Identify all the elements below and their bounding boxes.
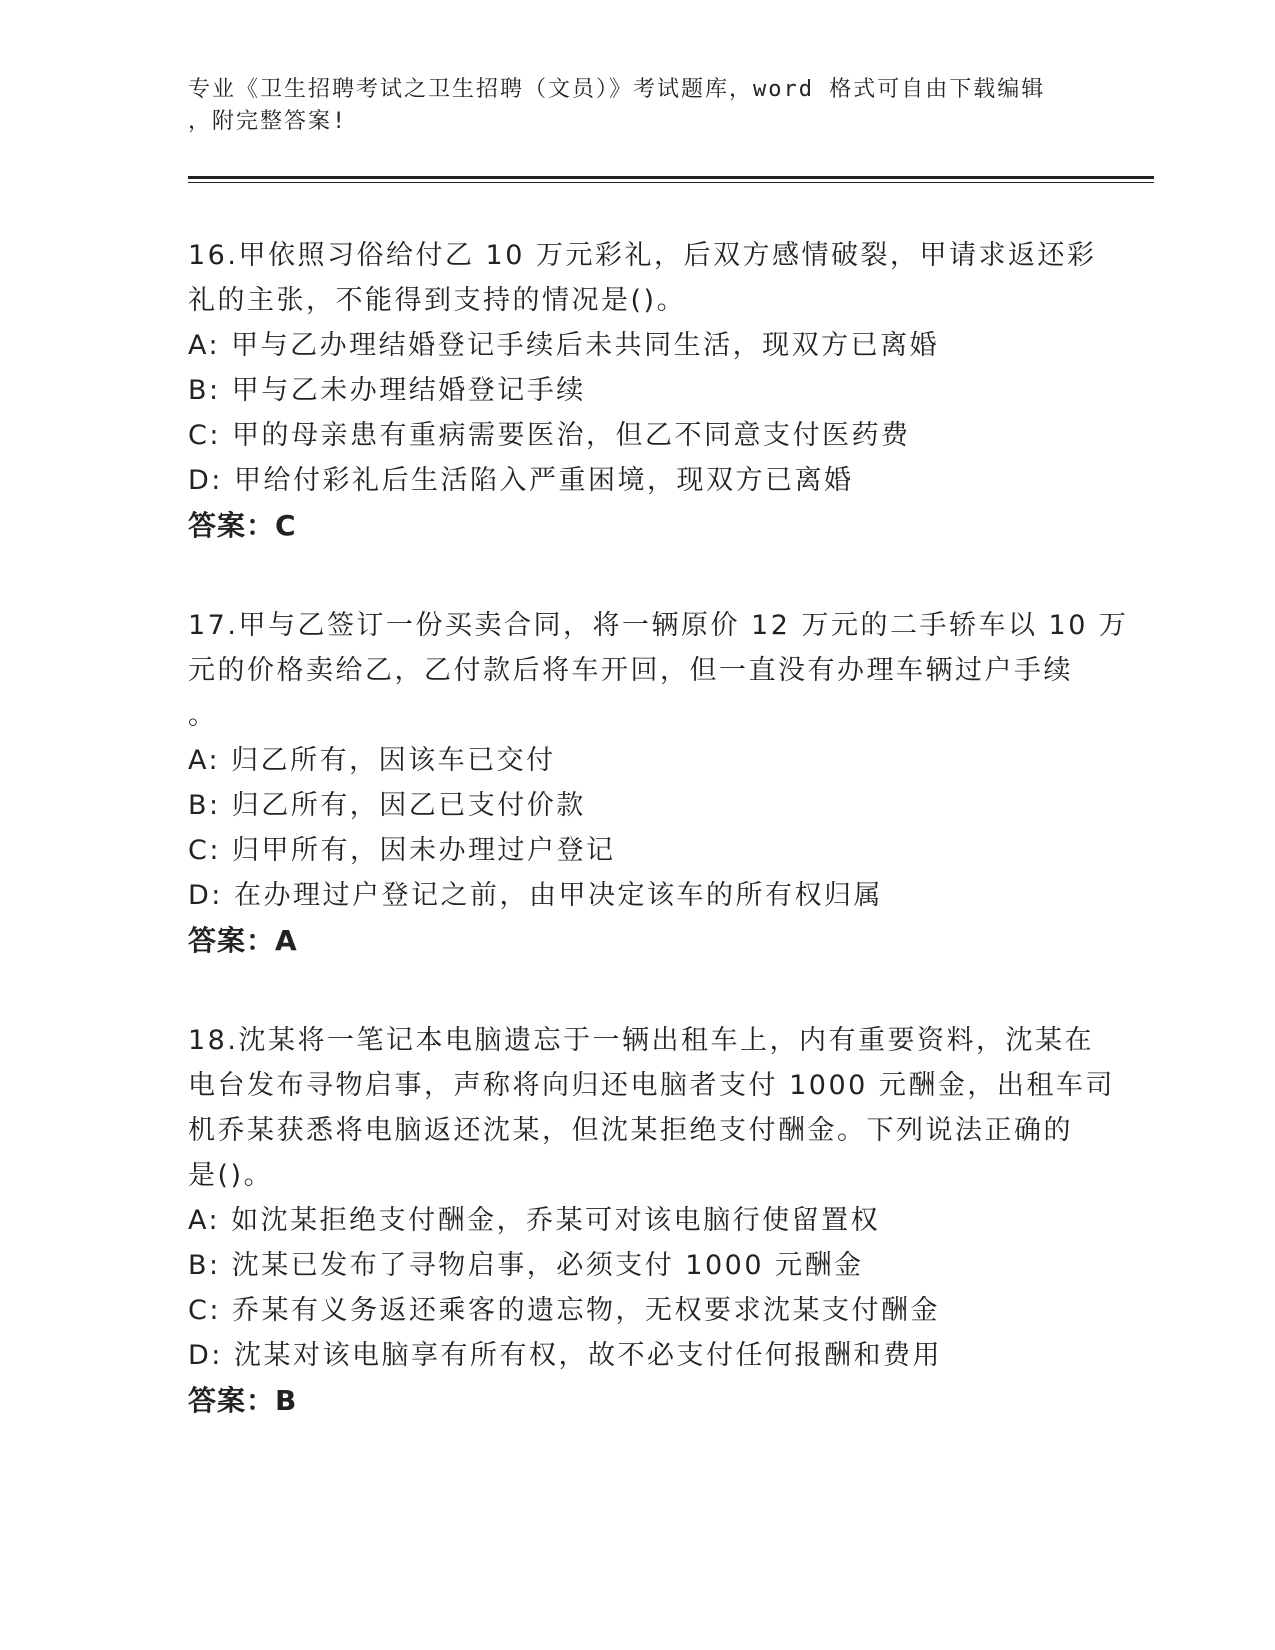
question-18 <box>188 1018 1115 1424</box>
question-text-line: 16.甲依照习俗给付乙 10 万元彩礼，后双方感情破裂，甲请求返还彩 <box>188 240 1097 271</box>
answer: 答案：C <box>188 509 297 542</box>
document-header <box>188 74 1068 138</box>
question-16 <box>188 233 1097 549</box>
option-a: A: 如沈某拒绝支付酬金，乔某可对该电脑行使留置权 <box>188 1205 881 1236</box>
header-line-1: 专业《卫生招聘考试之卫生招聘（文员）》考试题库，word 格式可自由下载编辑 <box>188 77 1046 102</box>
question-text-line: 18.沈某将一笔记本电脑遗忘于一辆出租车上，内有重要资料，沈某在 <box>188 1025 1094 1056</box>
header-divider-thick <box>188 176 1154 179</box>
option-a: A: 甲与乙办理结婚登记手续后未共同生活，现双方已离婚 <box>188 330 940 361</box>
answer: 答案：B <box>188 1384 298 1417</box>
option-c: C: 甲的母亲患有重病需要医治，但乙不同意支付医药费 <box>188 420 911 451</box>
option-b: B: 归乙所有，因乙已支付价款 <box>188 790 586 821</box>
question-text-line: 17.甲与乙签订一份买卖合同，将一辆原价 12 万元的二手轿车以 10 万 <box>188 610 1129 641</box>
question-17 <box>188 603 1129 964</box>
answer: 答案：A <box>188 924 298 957</box>
option-c: C: 乔某有义务返还乘客的遗忘物，无权要求沈某支付酬金 <box>188 1295 941 1326</box>
option-a: A: 归乙所有，因该车已交付 <box>188 745 556 776</box>
option-d: D: 沈某对该电脑享有所有权，故不必支付任何报酬和费用 <box>188 1340 942 1371</box>
option-b: B: 甲与乙未办理结婚登记手续 <box>188 375 586 406</box>
option-c: C: 归甲所有，因未办理过户登记 <box>188 835 616 866</box>
header-divider-thin <box>188 182 1154 183</box>
question-text-line: 礼的主张，不能得到支持的情况是()。 <box>188 285 687 316</box>
option-d: D: 甲给付彩礼后生活陷入严重困境，现双方已离婚 <box>188 465 854 496</box>
question-text-line: 是()。 <box>188 1160 274 1191</box>
question-text-line: 元的价格卖给乙，乙付款后将车开回，但一直没有办理车辆过户手续 <box>188 655 1073 686</box>
question-text-line: 。 <box>188 700 218 731</box>
question-text-line: 机乔某获悉将电脑返还沈某，但沈某拒绝支付酬金。下列说法正确的 <box>188 1115 1073 1146</box>
question-text-line: 电台发布寻物启事，声称将向归还电脑者支付 1000 元酬金，出租车司 <box>188 1070 1115 1101</box>
header-line-2: ，附完整答案! <box>188 109 348 134</box>
option-b: B: 沈某已发布了寻物启事，必须支付 1000 元酬金 <box>188 1250 864 1281</box>
option-d: D: 在办理过户登记之前，由甲决定该车的所有权归属 <box>188 880 883 911</box>
question-list <box>188 233 1129 1478</box>
